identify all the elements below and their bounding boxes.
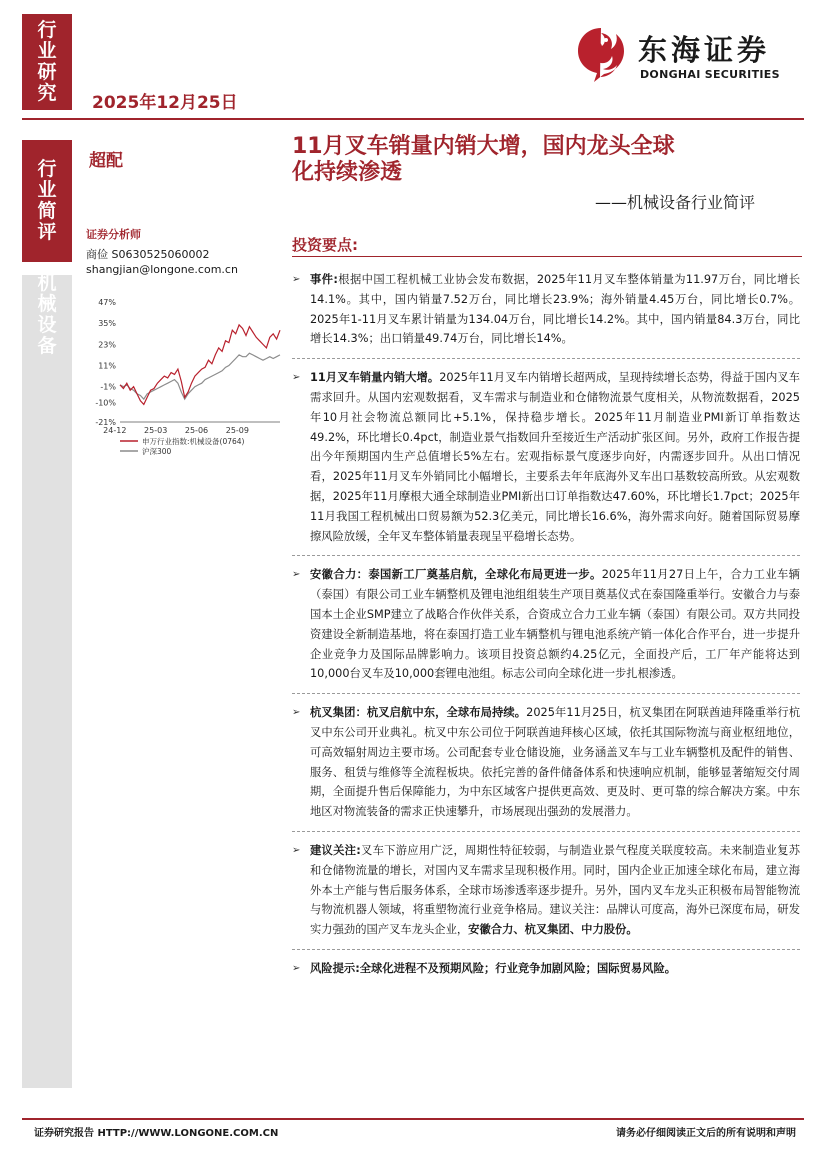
header-divider [22,118,804,120]
point-lead: 11月叉车销量内销大增。 [310,371,440,385]
performance-chart [82,292,282,462]
side-tag-char: 机 [37,272,57,294]
analyst-email[interactable]: shangjian@longone.com.cn [86,263,238,276]
footer-disclaimer: 请务必仔细阅读正文后的所有说明和声明 [616,1128,796,1139]
report-date: 2025年12月25日 [92,93,238,113]
divider [292,555,800,556]
y-tick-label: 23% [98,340,116,350]
bullet-arrow-icon: ➢ [292,962,301,974]
side-tag-char: 研 [37,61,57,83]
divider [292,949,800,950]
bullet-arrow-icon: ➢ [292,274,301,285]
side-tag-char: 备 [37,335,57,357]
key-points-title: 投资要点: [292,236,358,254]
point-event [292,270,800,349]
point-anhui-heli [292,565,800,684]
x-tick-label: 25-03 [144,426,168,435]
side-tag-char: 业 [37,179,57,201]
bullet-arrow-icon: ➢ [292,707,301,719]
point-text: 2025年11月25日，杭叉集团在阿联酋迪拜隆重举行杭叉中东公司开业典礼。杭叉中东公司位于阿联酋迪拜核心区域，依托其国际物流与商业枢纽地位，可高效辐射周边主要市场。公司配套专业仓储设施，业务涵盖叉车与工业车辆整机及配件的销售、服务、租赁与维修等全流程板块。依托完善的备件储备体系和快速响应机制，能够显著缩短交付周期，全面提升售后保障能力，为中东区域客户提供更高效、更及时、更可靠的综合解决方案。中东地区对物流装备的需求正快速攀升，市场展现出强劲的发展潜力。 [310,706,800,819]
bullet-arrow-icon: ➢ [292,569,301,581]
side-tag-char: 简 [37,200,57,222]
side-tag-char: 评 [37,221,57,243]
point-text: 全球化进程不及预期风险；行业竞争加剧风险；国际贸易风险。 [359,961,677,975]
point-domestic-sales [292,368,800,546]
point-text: 叉车下游应用广泛，周期性特征较弱，与制造业景气程度关联度较高。未来制造业复苏和仓储物流量的增长，对国内叉车需求呈现积极作用。同时，国内企业正加速全球化布局，建立海外本土产能与售后服务体系，全球市场渗透率逐步提升。另外，国内叉车龙头正积极布局智能物流与物流机器人领域，将重塑物流行业竞争格局。建议关注：品牌认可度高，海外已深度布局，研发实力强劲的国产叉车龙头企业， [310,843,800,937]
y-tick-label: 35% [98,319,116,329]
side-tag-char: 械 [37,293,57,315]
report-title-line-1: 11月叉车销量内销大增，国内龙头全球 [292,134,675,159]
side-tag-char: 设 [37,314,57,336]
logo-english-name: DONGHAI SECURITIES [640,68,780,81]
divider [292,358,800,359]
point-lead: 风险提示: [310,961,360,975]
y-tick-label: 47% [98,298,116,307]
side-tag-char: 行 [37,19,57,41]
y-tick-label: 11% [98,361,116,371]
point-hangcha [292,703,800,822]
bullet-arrow-icon: ➢ [292,372,301,384]
point-lead: 建议关注: [310,843,361,857]
point-text: 2025年11月27日上午，合力工业车辆（泰国）有限公司工业车辆整机及锂电池组组装生产项目奠基仪式在泰国隆重举行。安徽合力与泰国本土企业SMP建立了战略合作伙伴关系，合资成立合力工业车辆（泰国）有限公司。双方共同投资建设全新制造基地，将在泰国打造工业车辆整机与锂电池系统产销一体化合作平台，进一步提升企业竞争力及国际品牌影响力。该项目投资总额约4.25亿元，全面投产后，工厂年产能将达到10,000台叉车及10,000套锂电池组。标志公司向全球化进一步扎根渗透。 [310,568,800,681]
industry-rating: 超配 [89,151,123,171]
divider [292,831,800,832]
report-subtitle: ——机械设备行业简评 [595,193,756,212]
series-line [120,353,280,399]
side-tag-char: 业 [37,40,57,62]
legend-label: 沪深300 [142,447,172,456]
point-lead: 安徽合力：泰国新工厂奠基启航，全球化布局更进一步。 [310,568,602,582]
y-tick-label: -21% [95,418,116,427]
footer-divider [22,1118,804,1120]
divider [292,693,800,694]
report-title-line-2: 化持续渗透 [292,160,403,185]
y-tick-label: -10% [95,398,116,408]
key-points-divider [292,256,802,257]
dragon-logo-icon [570,24,632,86]
point-text: 2025年11月叉车内销增长超两成，呈现持续增长态势，得益于国内叉车需求回升。从国内宏观数据看，叉车需求与制造业和仓储物流景气度相关，从物流数据看，2025年10月社会物流总额同比+5.1%，保持稳步增长。2025年11月制造业PMI新订单指数达49.2%，环比增长0.4pct，制造业景气指数回升至接近生产活动扩张区间。另外，政府工作报告提出今年预期国内生产总值增长5%左右。宏观指标景气度逐步向好，内需逐步回升。从出口情况看，2025年11月叉车外销同比小幅增长，主要系去年年底海外叉车出口基数较高所致。从宏观数据，2025年11月摩根大通全球制造业PMI新出口订单指数达47.60%，环比增长1.7pct；2025年11月我国工程机械出口贸易额为52.3亿美元，同比增长16.6%，海外需求向好。随着国际贸易摩擦风险放缓，全年叉车整体销量表现呈平稳增长态势。 [310,371,800,543]
series-line [120,325,280,405]
point-lead: 事件: [310,273,338,286]
point-lead: 杭叉集团：杭叉启航中东，全球布局持续。 [310,706,527,720]
key-points-body [292,270,800,988]
side-tag-machinery [22,272,72,1088]
side-tag-industry-brief [22,140,72,262]
x-tick-label: 25-09 [225,426,249,435]
bullet-arrow-icon: ➢ [292,844,301,856]
x-tick-label: 25-06 [184,426,209,435]
report-title [292,134,792,186]
analyst-name: 商俭 S0630525060002 [86,248,210,261]
recommended-stocks: 安徽合力、杭叉集团、中力股份。 [468,923,638,937]
donghai-logo [570,22,800,88]
side-tag-char: 究 [37,82,57,104]
logo-chinese-name: 东海证券 [638,33,771,67]
footer-website[interactable]: 证券研究报告 HTTP://WWW.LONGONE.COM.CN [34,1128,279,1139]
point-text: 根据中国工程机械工业协会发布数据，2025年11月叉车整体销量为11.97万台，同比增长14.1%。其中，国内销量7.52万台，同比增长23.9%；海外销量4.45万台，同比增长0.7%。2025年1-11月叉车累计销量为134.04万台，同比增长14.2%。其中，国内销量84.3万台，同比增长14.3%；出口销量49.74万台，同比增长14%。 [310,273,800,346]
side-tag-industry-research [22,14,72,110]
legend-label: 申万行业指数:机械设备(0764) [142,437,245,446]
analyst-heading: 证券分析师 [86,228,141,241]
point-recommendation [292,841,800,940]
y-tick-label: -1% [100,382,116,392]
side-tag-char: 行 [37,158,57,180]
x-tick-label: 24-12 [103,426,127,435]
point-risk [292,959,800,979]
